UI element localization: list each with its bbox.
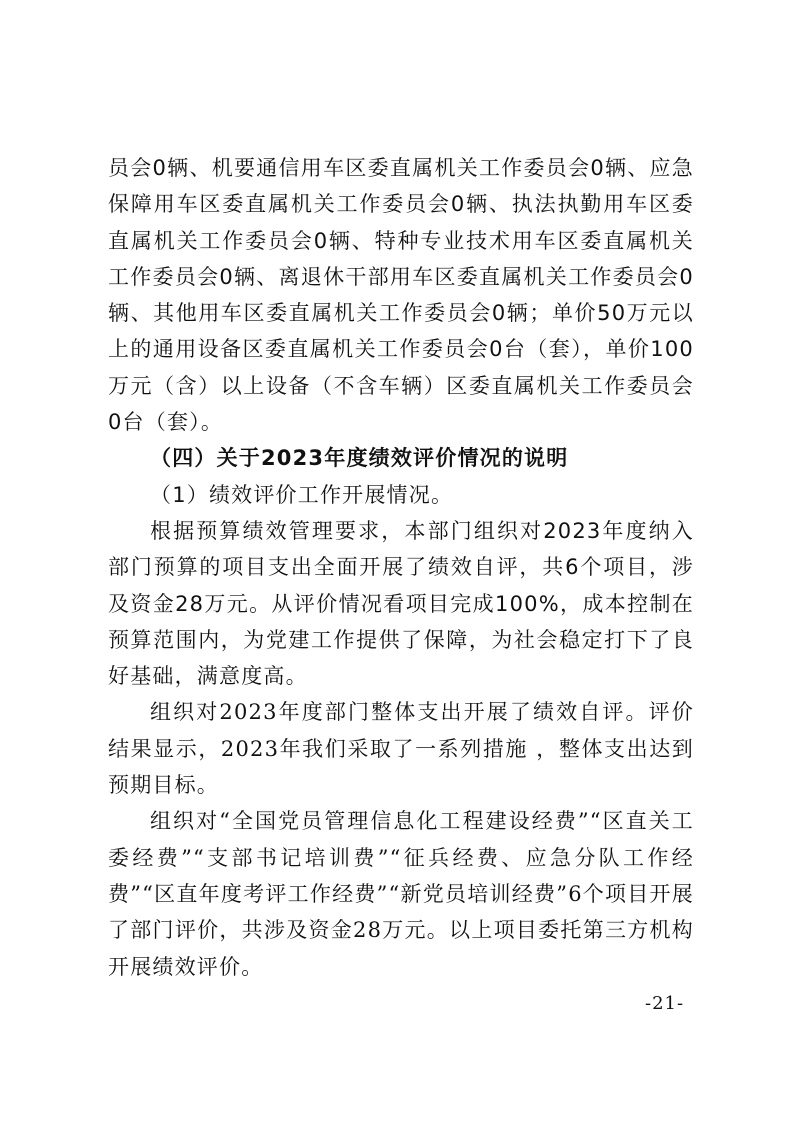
sub-heading: （1）绩效评价工作开展情况。: [150, 482, 454, 507]
document-body: [108, 150, 694, 985]
department-evaluation-paragraph: 组织对“全国党员管理信息化工程建设经费”“区直关工委经费”“支部书记培训费”“征兵经费、应急分队工作经费”“区直年度考评工作经费”“新党员培训经费”6个项目开展了部门评价，共涉及资金28万元。以上项目委托第三方机构开展绩效评价。: [108, 809, 694, 979]
overall-expenditure-paragraph: 组织对2023年度部门整体支出开展了绩效自评。评价结果显示，2023年我们采取了一系列措施 ，整体支出达到预期目标。: [108, 700, 694, 798]
vehicle-equipment-paragraph: 员会0辆、机要通信用车区委直属机关工作委员会0辆、应急保障用车区委直属机关工作委员会0辆、执法执勤用车区委直属机关工作委员会0辆、特种专业技术用车区委直属机关工作委员会0辆、离退休干部用车区委直属机关工作委员会0辆、其他用车区委直属机关工作委员会0辆；单价50万元以上的通用设备区委直属机关工作委员会0台（套），单价100万元（含）以上设备（不含车辆）区委直属机关工作委员会0台（套）。: [108, 156, 694, 435]
project-self-evaluation-paragraph: 根据预算绩效管理要求，本部门组织对2023年度纳入部门预算的项目支出全面开展了绩效自评，共6个项目，涉及资金28万元。从评价情况看项目完成100%，成本控制在预算范围内，为党建工作提供了保障，为社会稳定打下了良好基础，满意度高。: [108, 518, 694, 689]
section-heading: （四）关于2023年度绩效评价情况的说明: [150, 446, 569, 471]
page-number: -21-: [645, 993, 685, 1014]
